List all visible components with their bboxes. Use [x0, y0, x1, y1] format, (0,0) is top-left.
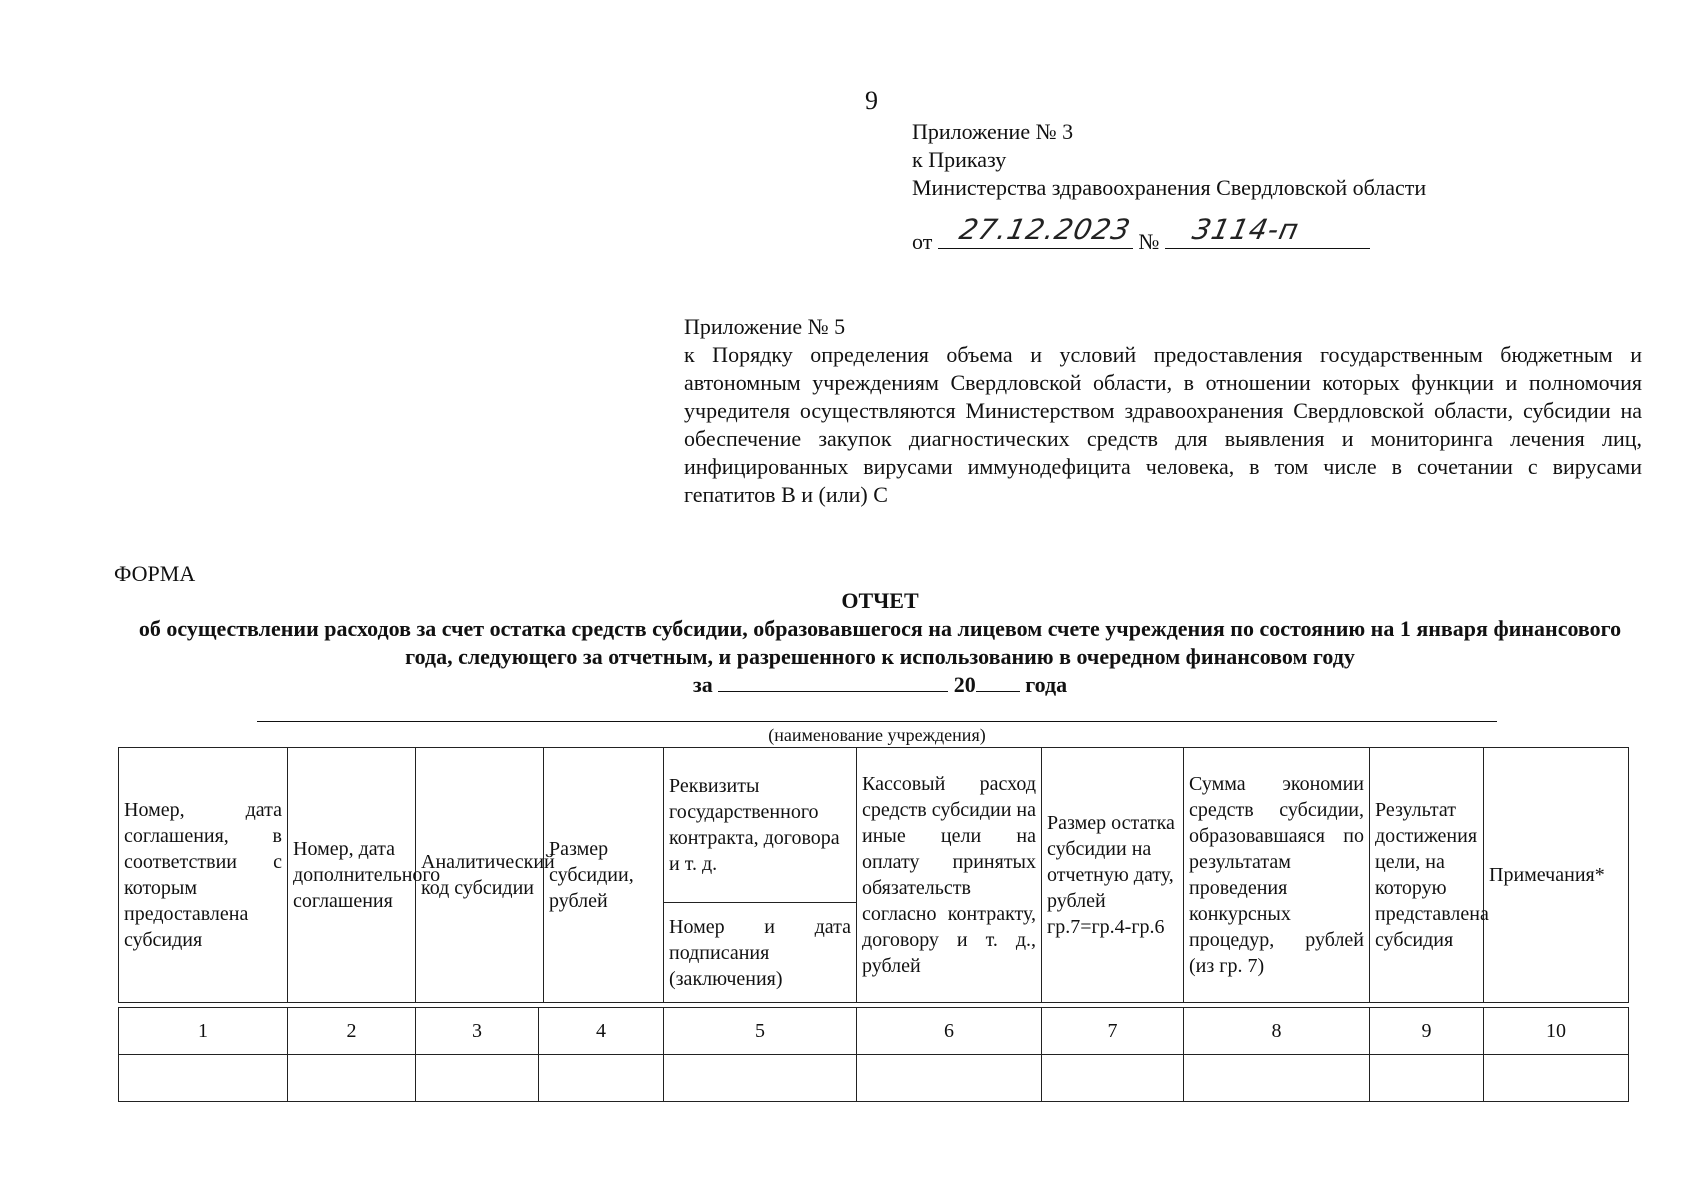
header-col1: Номер, дата соглашения, в соответствии с которым предоставлена субсидия	[119, 748, 288, 1003]
number-field	[1165, 213, 1370, 249]
appendix3-order: к Приказу	[912, 147, 1007, 172]
header-col8: Сумма экономии средств субсидии, образовавшаяся по результатам проведения конкурсных процедур, рублей (из гр. 7)	[1184, 748, 1370, 1003]
col-number-7: 7	[1042, 1008, 1184, 1055]
col-number-10: 10	[1484, 1008, 1629, 1055]
number-label: №	[1138, 229, 1160, 254]
appendix3-ministry: Министерства здравоохранения Свердловской области	[912, 175, 1427, 200]
report-title: ОТЧЕТ	[841, 588, 919, 613]
empty-cell	[1184, 1055, 1370, 1102]
page-number: 9	[865, 86, 878, 115]
empty-cell	[1042, 1055, 1184, 1102]
order-date-number	[912, 213, 1370, 255]
appendix3-block	[912, 118, 1426, 202]
empty-cell	[1484, 1055, 1629, 1102]
period-blank	[718, 671, 948, 692]
empty-cell	[857, 1055, 1042, 1102]
institution-line	[257, 721, 1497, 722]
header-col9: Результат достижения цели, на которую представлена субсидия	[1370, 748, 1484, 1003]
report-table-body	[118, 1007, 1629, 1102]
empty-cell	[416, 1055, 539, 1102]
header-col10: Примечания*	[1484, 748, 1629, 1003]
header-col7: Размер остатка субсидии на отчетную дату, рублей гр.7=гр.4-гр.6	[1042, 748, 1184, 1003]
table-row	[119, 1055, 1629, 1102]
header-col5-group: Реквизиты государственного контракта, договора и т. д.	[664, 748, 857, 903]
period-suffix: года	[1025, 672, 1068, 697]
report-table-header	[118, 747, 1629, 1003]
col-number-1: 1	[119, 1008, 288, 1055]
col-number-3: 3	[416, 1008, 539, 1055]
year-blank	[976, 671, 1020, 692]
col-number-6: 6	[857, 1008, 1042, 1055]
header-col5-sub: Номер и дата подписания (заключения)	[664, 903, 857, 1003]
report-period	[120, 671, 1640, 699]
col-number-4: 4	[539, 1008, 664, 1055]
institution-caption: (наименование учреждения)	[768, 725, 986, 745]
appendix3-title: Приложение № 3	[912, 119, 1074, 144]
column-number-row	[119, 1008, 1629, 1055]
col-number-5: 5	[664, 1008, 857, 1055]
header-col6: Кассовый расход средств субсидии на иные цели на оплату принятых обязательств согласно контракту, договору и т. д., рублей	[857, 748, 1042, 1003]
appendix5-block	[684, 313, 1642, 509]
appendix5-body: к Порядку определения объема и условий предоставления государственным бюджетным и автономным учреждениям Свердловской области, в отношении которых функции и полномочия учредителя осуществляются Министерством здравоохранения Свердловской области, субсидии на обеспечение закупок диагностических средств для выявления и мониторинга лечения лиц, инфицированных вирусами иммунодефицита человека, в том числе в сочетании с вирусами гепатитов В и (или) С	[684, 342, 1642, 507]
col-number-9: 9	[1370, 1008, 1484, 1055]
report-heading	[120, 587, 1640, 699]
appendix5-title: Приложение № 5	[684, 314, 846, 339]
handwritten-number: 3114-п	[1189, 213, 1303, 246]
header-col3: Аналитический код субсидии	[416, 748, 544, 1003]
header-col4: Размер субсидии, рублей	[544, 748, 664, 1003]
empty-cell	[119, 1055, 288, 1102]
period-year: 20	[953, 672, 976, 697]
handwritten-date: 27.12.2023	[956, 213, 1134, 246]
col-number-2: 2	[288, 1008, 416, 1055]
from-label: от	[912, 229, 933, 254]
empty-cell	[664, 1055, 857, 1102]
empty-cell	[288, 1055, 416, 1102]
header-col2: Номер, дата дополнительного соглашения	[288, 748, 416, 1003]
empty-cell	[539, 1055, 664, 1102]
form-label: ФОРМА	[114, 561, 196, 586]
report-subtitle: об осуществлении расходов за счет остатка средств субсидии, образовавшегося на лицевом счете учреждения по состоянию на 1 января финансового года, следующего за отчетным, и разрешенного к использованию в очередном финансовом году	[138, 616, 1622, 669]
date-field	[938, 213, 1134, 249]
empty-cell	[1370, 1055, 1484, 1102]
col-number-8: 8	[1184, 1008, 1370, 1055]
period-prefix: за	[692, 672, 713, 697]
